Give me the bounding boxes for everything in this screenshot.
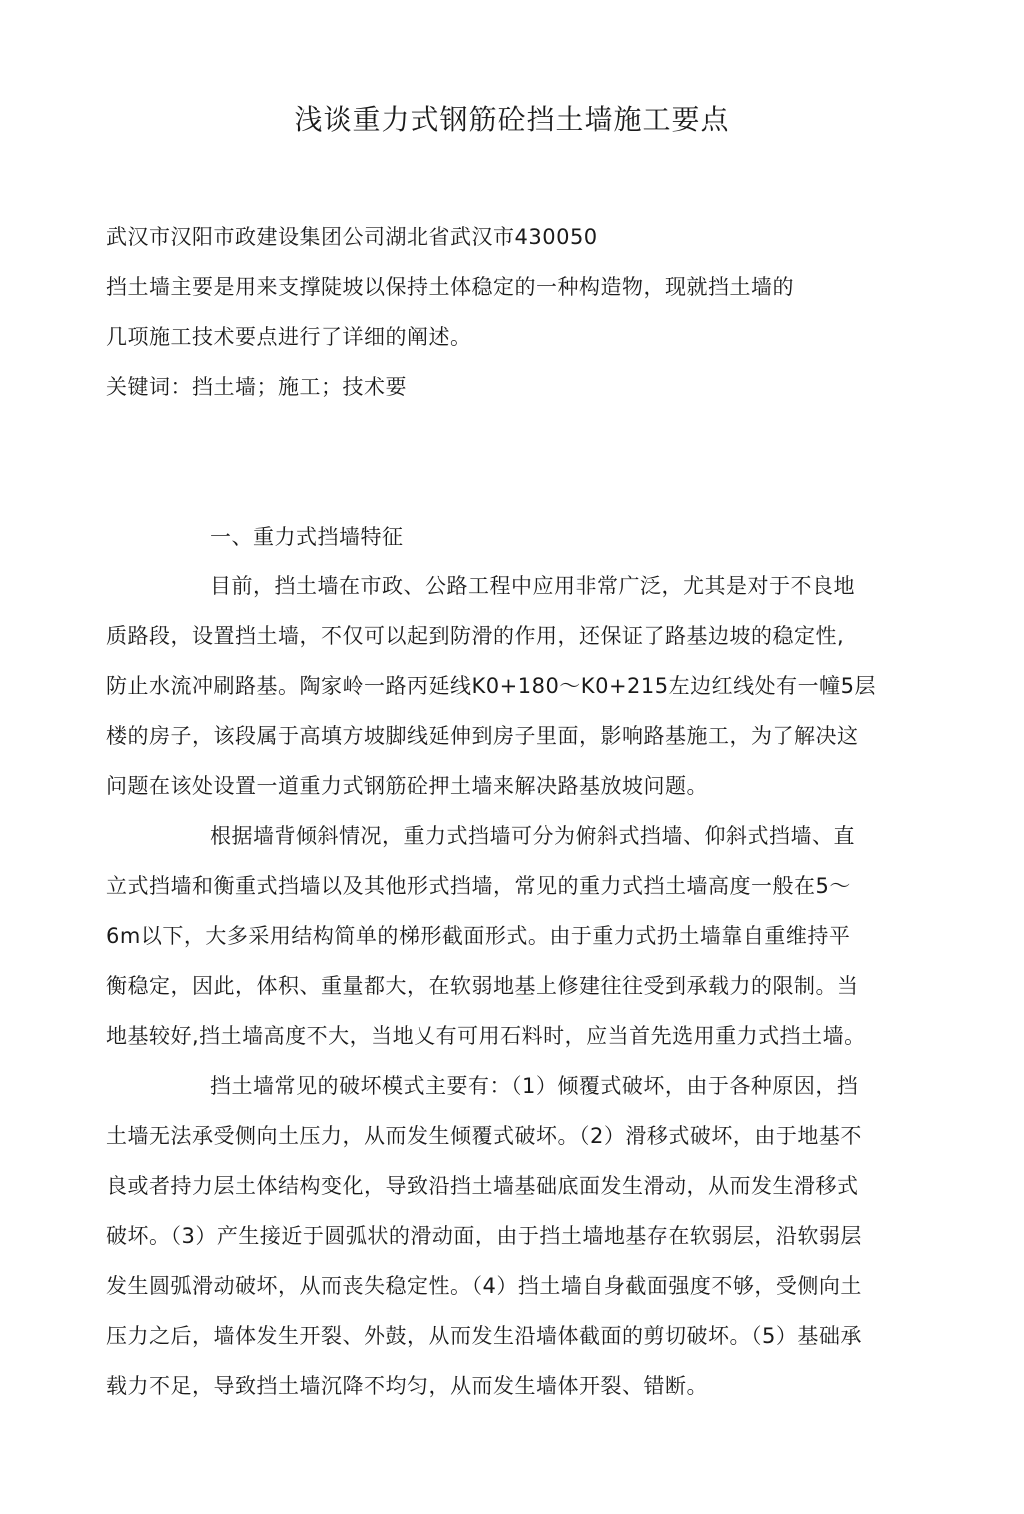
paragraph-line: 破坏。（3）产生接近于圆弧状的滑动面，由于挡土墙地基存在软弱层，沿软弱层 (106, 1224, 862, 1248)
affiliation: 武汉市汉阳市政建设集团公司湖北省武汉市430050 (106, 225, 598, 249)
paragraph-line: 根据墙背倾斜情况，重力式挡墙可分为俯斜式挡墙、仰斜式挡墙、直 (210, 824, 855, 848)
paragraph-line: 挡土墙常见的破坏模式主要有：（1）倾覆式破坏，由于各种原因，挡 (210, 1074, 859, 1098)
paragraph-line: 防止水流冲刷路基。陶家岭一路丙延线K0+180～K0+215左边红线处有一幢5层 (106, 674, 876, 698)
paragraph-line: 6m以下，大多采用结构简单的梯形截面形式。由于重力式扔土墙靠自重维持平 (106, 924, 851, 948)
paragraph-line: 良或者持力层土体结构变化，导致沿挡土墙基础底面发生滑动，从而发生滑移式 (106, 1174, 859, 1198)
paragraph-line: 发生圆弧滑动破坏，从而丧失稳定性。（4）挡土墙自身截面强度不够，受侧向土 (106, 1274, 862, 1298)
abstract-line: 挡土墙主要是用来支撑陡坡以保持土体稳定的一种构造物，现就挡土墙的 (106, 275, 794, 299)
paragraph-line: 载力不足，导致挡土墙沉降不均匀，从而发生墙体开裂、错断。 (106, 1374, 708, 1398)
paragraph-line: 土墙无法承受侧向土压力，从而发生倾覆式破坏。（2）滑移式破坏，由于地基不 (106, 1124, 862, 1148)
paragraph-line: 目前，挡土墙在市政、公路工程中应用非常广泛，尤其是对于不良地 (210, 574, 855, 598)
document-title: 浅谈重力式钢筋砼挡土墙施工要点 (294, 103, 730, 136)
paragraph-line: 地基较好,挡土墙高度不大，当地乂有可用石料时，应当首先选用重力式挡土墙。 (106, 1024, 866, 1048)
paragraph-line: 衡稳定，因此，体积、重量都大，在软弱地基上修建往往受到承载力的限制。当 (106, 974, 859, 998)
paragraph-line: 立式挡墙和衡重式挡墙以及其他形式挡墙，常见的重力式挡土墙高度一般在5～ (106, 874, 851, 898)
paragraph-line: 问题在该处设置一道重力式钢筋砼押土墙来解决路基放坡问题。 (106, 774, 708, 798)
abstract-line: 几项施工技术要点进行了详细的阐述。 (106, 325, 472, 349)
paragraph-line: 楼的房子，该段属于高填方坡脚线延伸到房子里面，影响路基施工，为了解决这 (106, 724, 859, 748)
paragraph-line: 压力之后，墙体发生开裂、外鼓，从而发生沿墙体截面的剪切破坏。（5）基础承 (106, 1324, 862, 1348)
section-heading: 一、重力式挡墙特征 (210, 525, 404, 549)
keywords: 关键词：挡土墙；施工；技术要 (106, 375, 407, 399)
paragraph-line: 质路段，设置挡土墙，不仅可以起到防滑的作用，还保证了路基边坡的稳定性, (106, 624, 845, 648)
